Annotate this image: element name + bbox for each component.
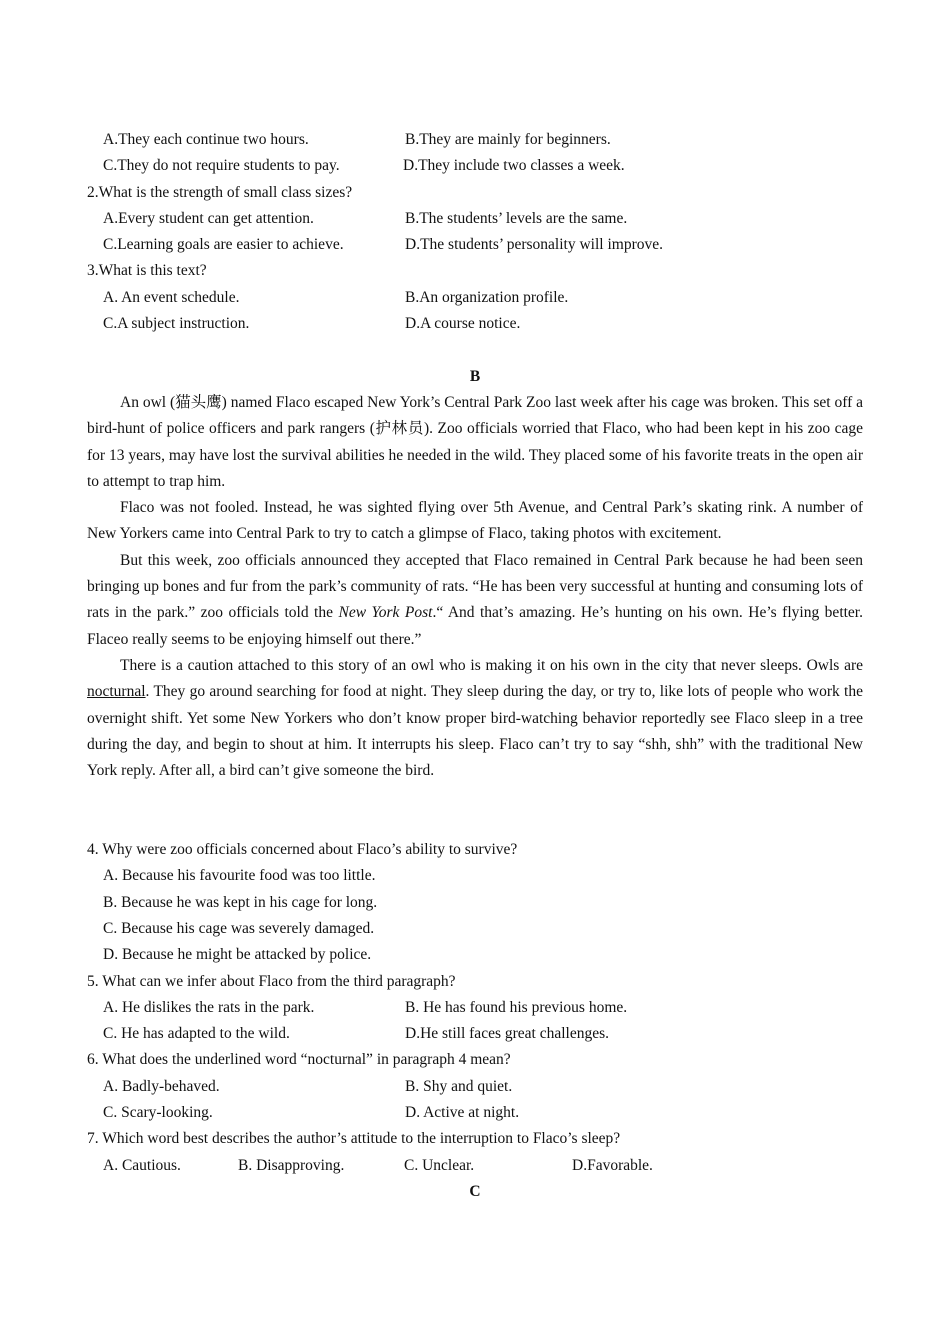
q3-options-row-2 <box>87 311 863 337</box>
q6-options-row-1 <box>87 1074 863 1100</box>
q2-options-row-2 <box>87 232 863 258</box>
q5-stem: 5. What can we infer about Flaco from the third paragraph? <box>87 972 456 990</box>
passage-paragraph-4 <box>87 653 863 784</box>
q6-options-row-2 <box>87 1100 863 1126</box>
paragraph-3-text-b: .“ And that’s amazing. He’s hunting on his own. He’s flying better. Flaceo really seems to be enjoying himself out there.” <box>87 604 863 648</box>
q4-option-d: D. Because he might be attacked by police. <box>103 946 372 964</box>
q4-option-a: A. Because his favourite food was too little. <box>103 867 376 885</box>
q6-option-c: C. Scary-looking. <box>103 1103 213 1121</box>
paragraph-3-text-a: But this week, zoo officials announced they accepted that Flaco remained in Central Park because he had been seen bringing up bones and fur from the park’s community of rats. “He has been very successful at hunting and consuming lots of rats in the park.” zoo officials told the <box>87 551 863 622</box>
q1-option-c: C.They do not require students to pay. <box>103 157 340 175</box>
q1-options-row-2 <box>87 153 863 179</box>
q3-options-row-1 <box>87 285 863 311</box>
q4-option-b-row <box>87 890 863 916</box>
q2-stem: 2.What is the strength of small class sizes? <box>87 183 353 201</box>
q7-stem: 7. Which word best describes the author’s attitude to the interruption to Flaco’s sleep? <box>87 1130 621 1148</box>
q1-option-d: D.They include two classes a week. <box>403 157 625 175</box>
q7-option-a: A. Cautious. <box>103 1156 181 1174</box>
q1-option-b: B.They are mainly for beginners. <box>405 131 611 148</box>
newspaper-title: New York Post <box>338 604 433 622</box>
q4-option-d-row <box>87 942 863 968</box>
q3-option-d: D.A course notice. <box>405 315 521 333</box>
q4-option-c: C. Because his cage was severely damaged. <box>103 919 375 937</box>
exam-page <box>87 127 863 1205</box>
blank-space <box>87 784 863 837</box>
q3-option-c: C.A subject instruction. <box>103 315 250 333</box>
blank-line <box>87 337 863 363</box>
q2-option-d: D.The students’ personality will improve. <box>405 236 663 254</box>
q5-options-row-2 <box>87 1021 863 1047</box>
paragraph-4-text-b: . They go around searching for food at night. They sleep during the day, or try to, like lots of people who work the overnight shift. Yet some New Yorkers who don’t know proper bird-watching behavior reportedly see Flaco sleep in a tree during the day, and begin to shout at him. It interrupts his sleep. Flaco can’t try to say “shh, shh” with the traditional New York reply. After all, a bird can’t give someone the bird. <box>87 683 863 780</box>
q6-option-a: A. Badly-behaved. <box>103 1077 220 1095</box>
q6-option-b: B. Shy and quiet. <box>405 1077 513 1095</box>
q4-option-b: B. Because he was kept in his cage for long. <box>103 893 378 911</box>
paragraph-4-text-a: There is a caution attached to this story of an owl who is making it on his own in the city that never sleeps. Owls are <box>120 656 863 674</box>
q5-option-d: D.He still faces great challenges. <box>405 1025 609 1043</box>
passage-paragraph-1: An owl (猫头鹰) named Flaco escaped New York’s Central Park Zoo last week after his cage was broken. This set off a bird-hunt of police officers and park rangers (护林员). Zoo officials worried that Flaco, who had been kept in his zoo cage for 13 years, may have lost the survival abilities he needed in the wild. They placed some of his favorite treats in the open air to attempt to trap him. <box>87 393 863 490</box>
q7-option-c: C. Unclear. <box>404 1156 475 1174</box>
q5-option-b: B. He has found his previous home. <box>405 998 628 1016</box>
q2-option-a: A.Every student can get attention. <box>103 209 314 227</box>
q5-option-c: C. He has adapted to the wild. <box>103 1025 290 1043</box>
q6-option-d: D. Active at night. <box>405 1103 520 1121</box>
q2-options-row-1 <box>87 206 863 232</box>
q2-option-c: C.Learning goals are easier to achieve. <box>103 236 344 254</box>
q4-option-c-row <box>87 916 863 942</box>
q6-stem: 6. What does the underlined word “nocturnal” in paragraph 4 mean? <box>87 1051 511 1069</box>
q3-option-b: B.An organization profile. <box>405 288 569 306</box>
q1-options-row-1 <box>87 127 863 153</box>
passage-paragraph-2: Flaco was not fooled. Instead, he was sighted flying over 5th Avenue, and Central Park’s skating rink. A number of New Yorkers came into Central Park to try to catch a glimpse of Flaco, taking photos with excitement. <box>87 499 863 543</box>
q1-option-a: A.They each continue two hours. <box>103 131 309 148</box>
q7-options-row <box>87 1153 863 1179</box>
q2-option-b: B.The students’ levels are the same. <box>405 209 628 227</box>
q7-option-b: B. Disapproving. <box>238 1156 345 1174</box>
q7-option-d: D.Favorable. <box>572 1156 653 1174</box>
section-title-b: B <box>469 367 481 385</box>
q3-option-a: A. An event schedule. <box>103 288 240 306</box>
q3-stem: 3.What is this text? <box>87 262 207 280</box>
underlined-word: nocturnal <box>87 683 146 701</box>
q4-option-a-row <box>87 863 863 889</box>
q5-option-a: A. He dislikes the rats in the park. <box>103 998 315 1016</box>
q4-stem: 4. Why were zoo officials concerned about Flaco’s ability to survive? <box>87 841 518 859</box>
section-title-c: C <box>469 1182 481 1200</box>
q5-options-row-1 <box>87 995 863 1021</box>
passage-paragraph-3 <box>87 548 863 653</box>
